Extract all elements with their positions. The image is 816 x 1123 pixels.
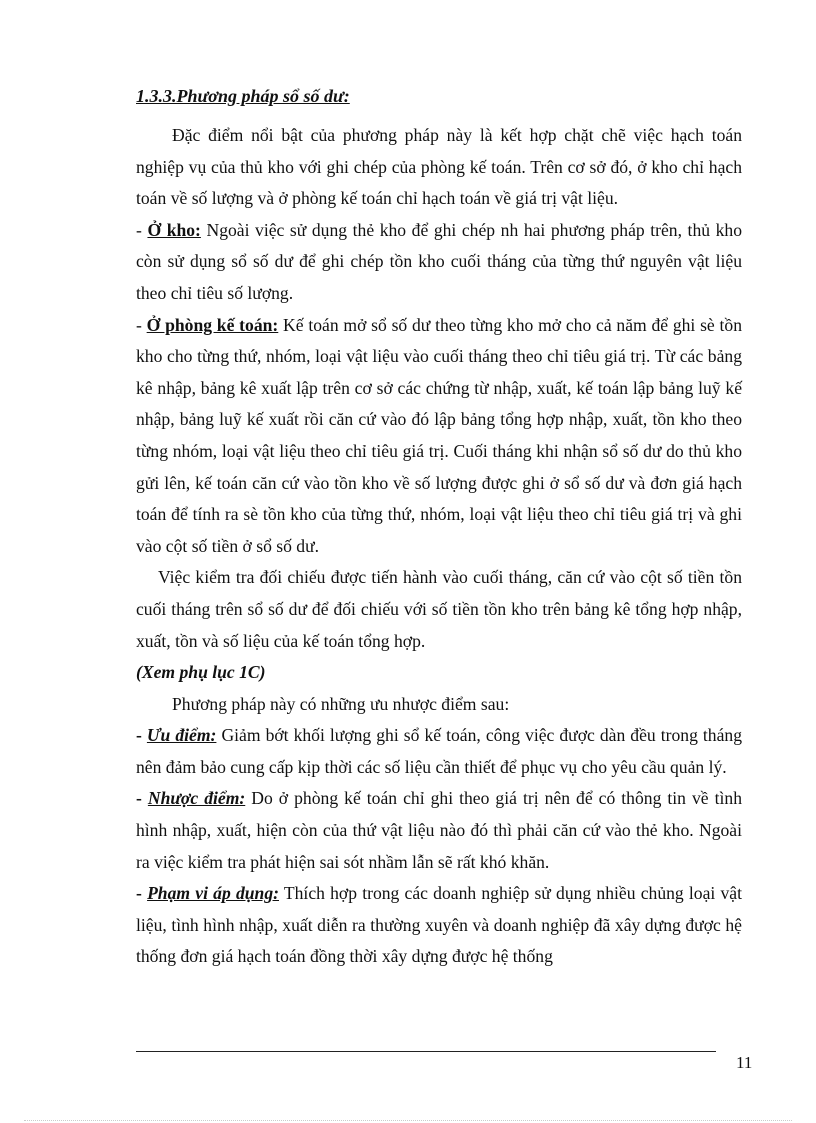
phong-ke-toan-paragraph xyxy=(136,310,742,563)
footer-divider xyxy=(136,1051,716,1052)
pham-vi-dash: - xyxy=(136,883,148,904)
check-paragraph: Việc kiểm tra đối chiếu được tiến hành vào cuối tháng, căn cứ vào cột số tiền tồn cuối tháng trên sổ số dư để đối chiếu với số tiền tồn kho trên bảng kê tổng hợp nhập, xuất, tồn và số liệu của kế toán tổng hợp. xyxy=(136,567,742,651)
pham-vi-paragraph xyxy=(136,878,742,973)
kho-text: Ngoài việc sử dụng thẻ kho để ghi chép nh hai phương pháp trên, thủ kho còn sử dụng sổ số dư để ghi chép tồn kho cuối tháng của từng thứ nguyên vật liệu theo chỉ tiêu số lượng. xyxy=(136,219,742,303)
phong-ke-toan-text: Kế toán mở sổ số dư theo từng kho mở cho cả năm để ghi sè tồn kho cho từng thứ, nhóm, loại vật liệu vào cuối tháng theo chỉ tiêu giá trị. Từ các bảng kê nhập, bảng kê xuất lập trên cơ sở các chứng từ nhập, xuất, kế toán lập bảng luỹ kế nhập, bảng luỹ kế xuất rồi căn cứ vào đó lập bảng tổng hợp nhập, xuất, tồn kho theo từng nhóm, loại vật liệu theo chỉ tiêu giá trị. Cuối tháng khi nhận sổ số dư do thủ kho gửi lên, kế toán căn cứ vào tồn kho về số lượng được ghi ở sổ số dư và đơn giá hạch toán để tính ra sè tồn kho của từng thứ, nhóm, loại vật liệu theo chỉ tiêu giá trị và ghi vào cột số tiền ở sổ số dư. xyxy=(136,314,742,556)
nhuoc-diem-paragraph xyxy=(136,783,742,878)
nhuoc-dash: - xyxy=(136,788,148,809)
phong-ke-toan-label: Ở phòng kế toán: xyxy=(146,314,279,335)
intro-paragraph: Đặc điểm nổi bật của phương pháp này là kết hợp chặt chẽ việc hạch toán nghiệp vụ của thủ kho với ghi chép của phòng kế toán. Trên cơ sở đó, ở kho chỉ hạch toán về số lượng và ở phòng kế toán chỉ hạch toán về giá trị vật liệu. xyxy=(136,125,742,209)
appendix-reference: (Xem phụ lục 1C) xyxy=(136,662,266,683)
pros-cons-intro: Phương pháp này có những ưu nhược điểm sau: xyxy=(172,693,510,714)
page-number: 11 xyxy=(736,1053,753,1072)
section-heading: 1.3.3.Phương pháp sổ số dư: xyxy=(136,86,350,106)
kho-label: Ở kho: xyxy=(147,219,201,240)
pkt-dash: - xyxy=(136,314,147,335)
uu-diem-label: Ưu điểm: xyxy=(146,725,217,746)
uu-dash: - xyxy=(136,725,147,746)
body-text xyxy=(136,120,742,973)
uu-diem-text: Giảm bớt khối lượng ghi sổ kế toán, công việc được dàn đều trong tháng nên đảm bảo cung cấp kịp thời các số liệu cần thiết để phục vụ cho yêu cầu quản lý. xyxy=(136,725,742,777)
pham-vi-label: Phạm vi áp dụng: xyxy=(147,883,279,904)
page-bottom-edge xyxy=(24,1120,792,1121)
nhuoc-diem-text: Do ở phòng kế toán chỉ ghi theo giá trị nên để có thông tin về tình hình nhập, xuất, hiện còn của thứ vật liệu nào đó thì phải căn cứ vào thẻ kho. Ngoài ra việc kiểm tra phát hiện sai sót nhầm lẫn sẽ rất khó khăn. xyxy=(136,788,742,872)
kho-dash: - xyxy=(136,219,148,240)
pham-vi-text: Thích hợp trong các doanh nghiệp sử dụng nhiều chủng loại vật liệu, tình hình nhập, xuất diễn ra thường xuyên và doanh nghiệp đã xây dựng được hệ thống đơn giá hạch toán đồng thời xây dựng được hệ thống xyxy=(136,883,742,967)
kho-paragraph xyxy=(136,215,742,310)
uu-diem-paragraph xyxy=(136,720,742,783)
nhuoc-diem-label: Nhược điểm: xyxy=(147,788,246,809)
